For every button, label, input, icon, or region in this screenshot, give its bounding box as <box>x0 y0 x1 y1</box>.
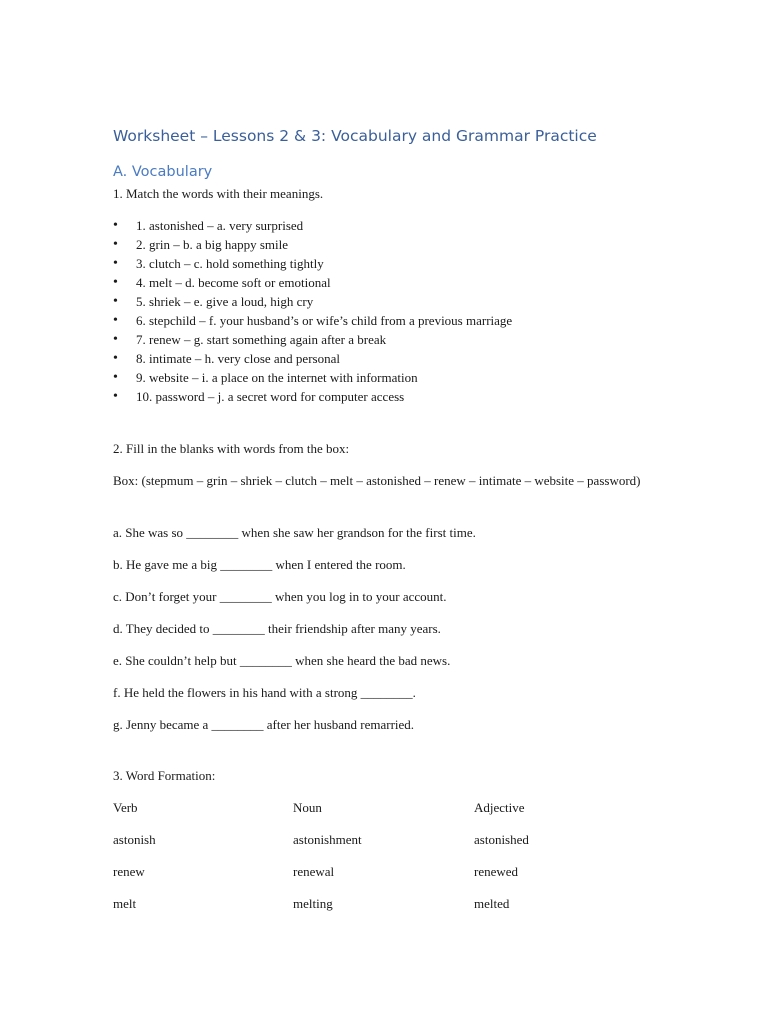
table-cell: melting <box>293 896 333 911</box>
table-header-noun: Noun <box>293 800 322 815</box>
table-cell: astonished <box>474 832 529 847</box>
table-cell: astonishment <box>293 832 362 847</box>
sentence-f: f. He held the flowers in his hand with a strong ________. <box>113 685 416 700</box>
table-cell: melt <box>113 896 137 911</box>
sentence-e: e. She couldn’t help but ________ when she heard the bad news. <box>113 653 451 668</box>
table-header-adjective: Adjective <box>474 800 525 815</box>
table-cell: renewed <box>474 864 519 879</box>
table-cell: renew <box>113 864 145 879</box>
question-3-prompt: 3. Word Formation: <box>113 768 216 783</box>
bullet-icon: • <box>113 294 118 309</box>
bullet-icon: • <box>113 313 118 328</box>
bullet-icon: • <box>113 256 118 271</box>
bullet-icon: • <box>113 332 118 347</box>
bullet-icon: • <box>113 389 118 404</box>
sentence-c: c. Don’t forget your ________ when you log in to your account. <box>113 589 447 604</box>
question-1-prompt: 1. Match the words with their meanings. <box>113 186 324 201</box>
sentence-b: b. He gave me a big ________ when I entered the room. <box>113 557 406 572</box>
section-a-heading: A. Vocabulary <box>113 164 213 180</box>
question-2-prompt: 2. Fill in the blanks with words from the box: <box>113 441 350 456</box>
bullet-icon: • <box>113 237 118 252</box>
sentence-g: g. Jenny became a ________ after her husband remarried. <box>113 717 415 732</box>
bullet-icon: • <box>113 370 118 385</box>
word-box: Box: (stepmum – grin – shriek – clutch – melt – astonished – renew – intimate – website – password) <box>113 473 641 488</box>
sentence-a: a. She was so ________ when she saw her grandson for the first time. <box>113 525 476 540</box>
table-cell: astonish <box>113 832 156 847</box>
page-title: Worksheet – Lessons 2 & 3: Vocabulary and Grammar Practice <box>113 127 597 145</box>
sentence-d: d. They decided to ________ their friendship after many years. <box>113 621 441 636</box>
worksheet-page: Worksheet – Lessons 2 & 3: Vocabulary and Grammar Practice A. Vocabulary 1. Match the words with their meanings. • 1. astonished – a. very surprised • 2. grin – b. a big happy smile • 3. clutch – c. hold something tightly • 4. melt – d. become soft or emotional • 5. shriek – e. give a loud, high cry • 6. stepchild – f. your husband’s or wife’s child from a previous marriage • 7. renew – g. start something again after a break • 8. intimate – h. very close and personal • 9. website – i. a place on the internet with information • 10. password – j. a secret word for computer access 2. Fill in the blanks with words from the box: Box: (stepmum – grin – shriek – clutch – melt – astonished – renew – intimate – website – password) a. She was so ________ when she saw her grandson for the first time. b. He gave me a big ________ when I entered the room. c. Don’t forget your ________ when you log in to your account. d. They decided to ________ their friendship after many years. e. She couldn’t help but ________ when she heard the bad news. f. He held the flowers in his hand with a strong ________. g. Jenny became a ________ after her husband remarried. 3. Word Formation: Verb Noun Adjective astonish astonishment astonished renew renewal renewed melt melting melted <box>0 0 768 1024</box>
table-cell: melted <box>474 896 510 911</box>
bullet-icon: • <box>113 218 118 233</box>
table-header-verb: Verb <box>113 800 138 815</box>
bullet-icon: • <box>113 275 118 290</box>
bullet-icon: • <box>113 351 118 366</box>
table-cell: renewal <box>293 864 335 879</box>
